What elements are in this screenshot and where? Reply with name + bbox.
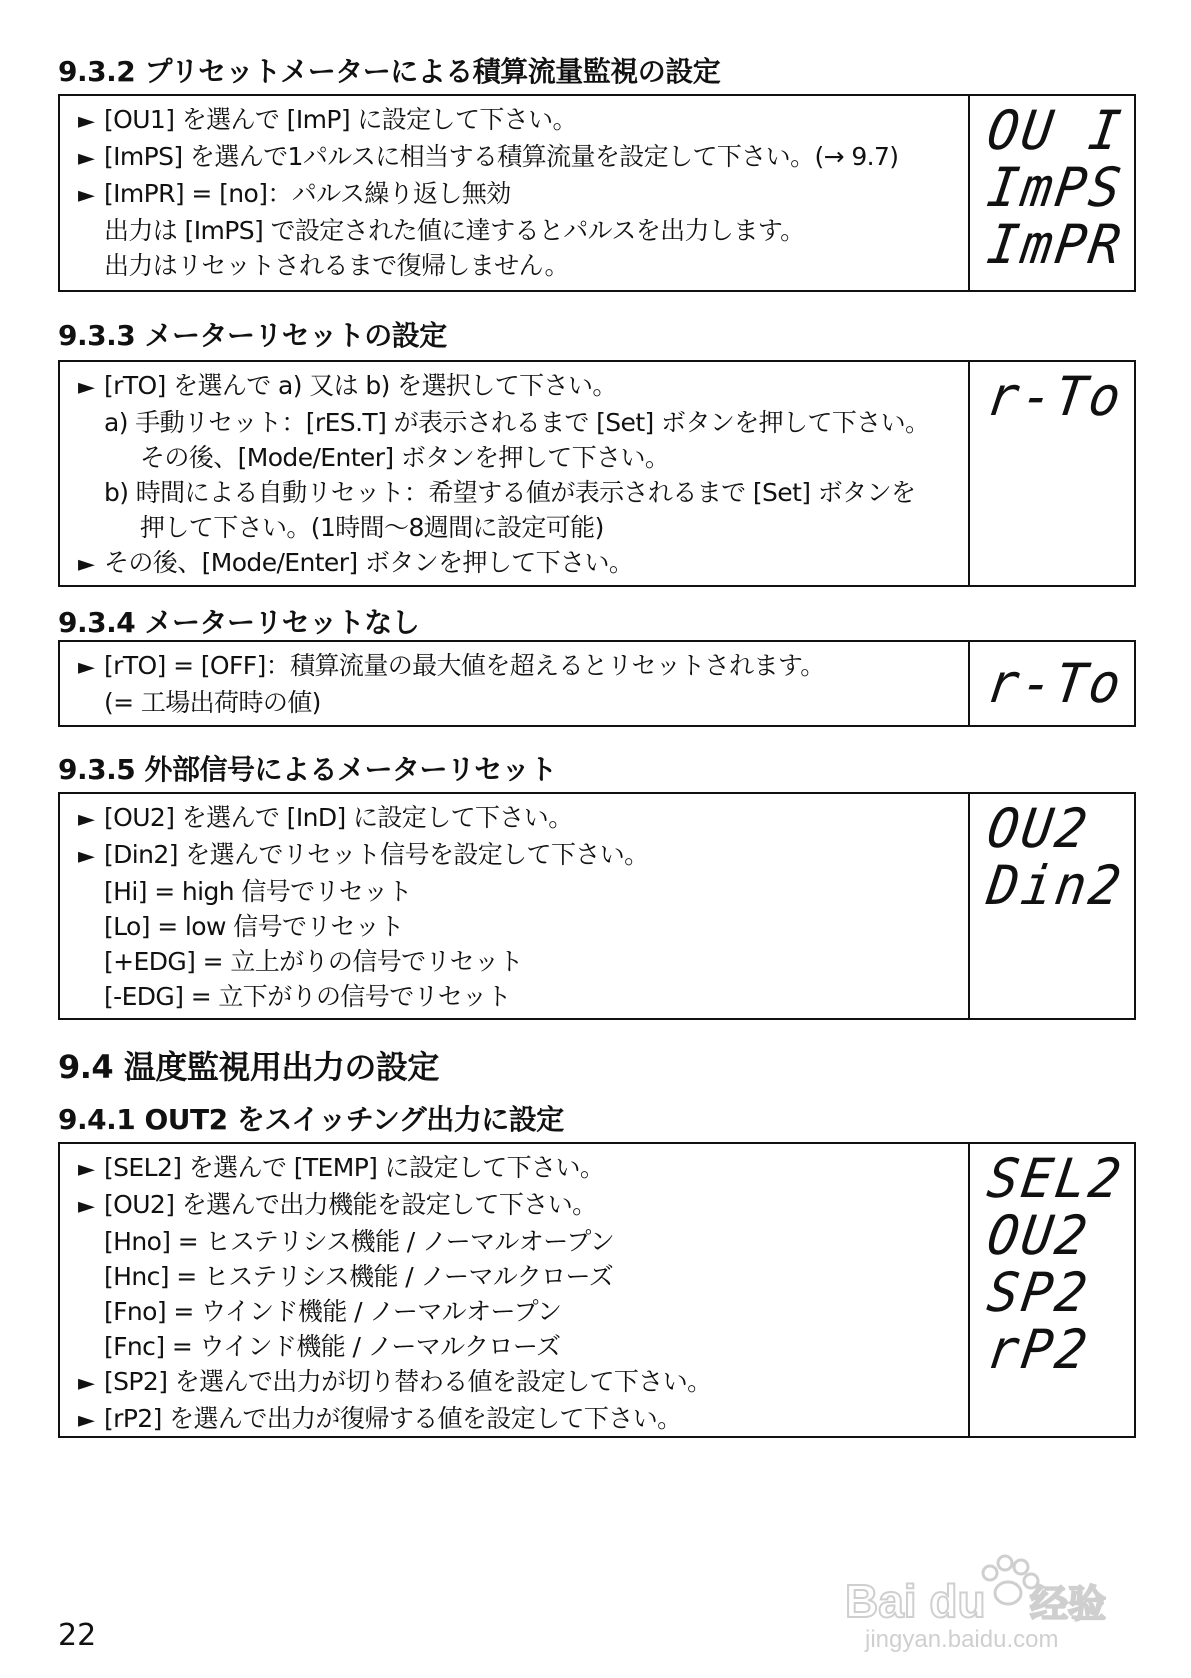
instruction-line: ► [OU1] を選んで [ImP] に設定して下さい。 bbox=[78, 102, 968, 139]
section-box-933 bbox=[58, 360, 1136, 587]
instruction-line: [Fno] = ウインド機能 / ノーマルオープン bbox=[104, 1297, 562, 1326]
instruction-line: その後、[Mode/Enter] ボタンを押して下さい。 bbox=[140, 443, 670, 472]
section-title-94: 9.4 温度監視用出力の設定 bbox=[58, 1048, 439, 1086]
instruction-line: ► [rTO] を選んで a) 又は b) を選択して下さい。 bbox=[78, 368, 968, 405]
arrow-icon: ► bbox=[78, 1408, 95, 1433]
instruction-line: [Hno] = ヒステリシス機能 / ノーマルオープン bbox=[104, 1227, 615, 1256]
svg-text:经验: 经验 bbox=[1030, 1582, 1107, 1626]
section-box-932 bbox=[58, 94, 1136, 292]
svg-text:Bai du: Bai du bbox=[845, 1575, 986, 1627]
section-title-941: 9.4.1 OUT2 をスイッチング出力に設定 bbox=[58, 1103, 564, 1136]
instruction-text bbox=[60, 1144, 970, 1436]
instruction-text bbox=[60, 96, 970, 290]
instruction-line: ► [SP2] を選んで出力が切り替わる値を設定して下さい。 bbox=[78, 1364, 968, 1401]
arrow-icon: ► bbox=[78, 109, 95, 134]
arrow-icon: ► bbox=[78, 552, 95, 577]
instruction-line: b) 時間による自動リセット：希望する値が表示されるまで [Set] ボタンを bbox=[104, 478, 916, 507]
lcd-display bbox=[970, 96, 1134, 290]
instruction-line: (= 工場出荷時の値) bbox=[104, 688, 321, 717]
lcd-text: ImPR bbox=[983, 213, 1128, 276]
arrow-icon: ► bbox=[78, 807, 95, 832]
instruction-line: [Fnc] = ウインド機能 / ノーマルクローズ bbox=[104, 1332, 561, 1361]
instruction-line: ► その後、[Mode/Enter] ボタンを押して下さい。 bbox=[78, 545, 968, 582]
instruction-line: ► [rTO] = [OFF]：積算流量の最大値を超えるとリセットされます。 bbox=[78, 648, 968, 685]
instruction-line: ► [OU2] を選んで [InD] に設定して下さい。 bbox=[78, 800, 968, 837]
lcd-display bbox=[970, 362, 1134, 585]
arrow-icon: ► bbox=[78, 844, 95, 869]
instruction-line: [Hi] = high 信号でリセット bbox=[104, 877, 412, 906]
instruction-line: ► [SEL2] を選んで [TEMP] に設定して下さい。 bbox=[78, 1150, 968, 1187]
lcd-text: rP2 bbox=[983, 1318, 1094, 1381]
lcd-text: r-To bbox=[983, 365, 1128, 428]
instruction-line: ► [ImPS] を選んで1パルスに相当する積算流量を設定して下さい。(→ 9.7) bbox=[78, 139, 968, 176]
instruction-line: ► [Din2] を選んでリセット信号を設定して下さい。 bbox=[78, 837, 968, 874]
section-box-935 bbox=[58, 792, 1136, 1020]
instruction-line: [+EDG] = 立上がりの信号でリセット bbox=[104, 947, 523, 976]
arrow-icon: ► bbox=[78, 146, 95, 171]
baidu-watermark-logo bbox=[845, 1545, 1145, 1655]
section-title-934: 9.3.4 メーターリセットなし bbox=[58, 606, 420, 639]
svg-text:jingyan.baidu.com: jingyan.baidu.com bbox=[865, 1626, 1059, 1653]
instruction-line: 押して下さい。(1時間～8週間に設定可能) bbox=[140, 513, 604, 542]
lcd-display bbox=[970, 642, 1134, 725]
instruction-line: 出力はリセットされるまで復帰しません。 bbox=[104, 251, 569, 280]
arrow-icon: ► bbox=[78, 1157, 95, 1182]
lcd-display bbox=[970, 794, 1134, 1018]
instruction-line: [Lo] = low 信号でリセット bbox=[104, 912, 404, 941]
lcd-text: Din2 bbox=[983, 854, 1128, 917]
page-number: 22 bbox=[58, 1618, 97, 1653]
arrow-icon: ► bbox=[78, 655, 95, 680]
instruction-line: 出力は [ImPS] で設定された値に達するとパルスを出力します。 bbox=[104, 216, 805, 245]
instruction-line: ► [OU2] を選んで出力機能を設定して下さい。 bbox=[78, 1187, 968, 1224]
lcd-text: OU2 bbox=[983, 1204, 1094, 1267]
lcd-text: OU I bbox=[983, 99, 1128, 162]
instruction-line: ► [ImPR] = [no]：パルス繰り返し無効 bbox=[78, 176, 968, 213]
lcd-text: OU2 bbox=[983, 797, 1094, 860]
instruction-text bbox=[60, 794, 970, 1018]
lcd-text: SEL2 bbox=[983, 1147, 1128, 1210]
section-box-934 bbox=[58, 640, 1136, 727]
section-title-932: 9.3.2 プリセットメーターによる積算流量監視の設定 bbox=[58, 55, 721, 88]
lcd-display bbox=[970, 1144, 1134, 1436]
instruction-line: [-EDG] = 立下がりの信号でリセット bbox=[104, 982, 511, 1011]
section-title-935: 9.3.5 外部信号によるメーターリセット bbox=[58, 753, 557, 786]
section-box-941 bbox=[58, 1142, 1136, 1438]
instruction-line: [Hnc] = ヒステリシス機能 / ノーマルクローズ bbox=[104, 1262, 614, 1291]
instruction-line: ► [rP2] を選んで出力が復帰する値を設定して下さい。 bbox=[78, 1401, 968, 1438]
arrow-icon: ► bbox=[78, 1371, 95, 1396]
arrow-icon: ► bbox=[78, 1194, 95, 1219]
instruction-line: a) 手動リセット：[rES.T] が表示されるまで [Set] ボタンを押して下さい。 bbox=[104, 408, 930, 437]
lcd-text: ImPS bbox=[983, 156, 1128, 219]
arrow-icon: ► bbox=[78, 183, 95, 208]
lcd-text: SP2 bbox=[983, 1261, 1094, 1324]
lcd-text: r-To bbox=[983, 652, 1128, 715]
instruction-text bbox=[60, 362, 970, 585]
arrow-icon: ► bbox=[78, 375, 95, 400]
section-title-933: 9.3.3 メーターリセットの設定 bbox=[58, 319, 447, 352]
instruction-text bbox=[60, 642, 970, 725]
